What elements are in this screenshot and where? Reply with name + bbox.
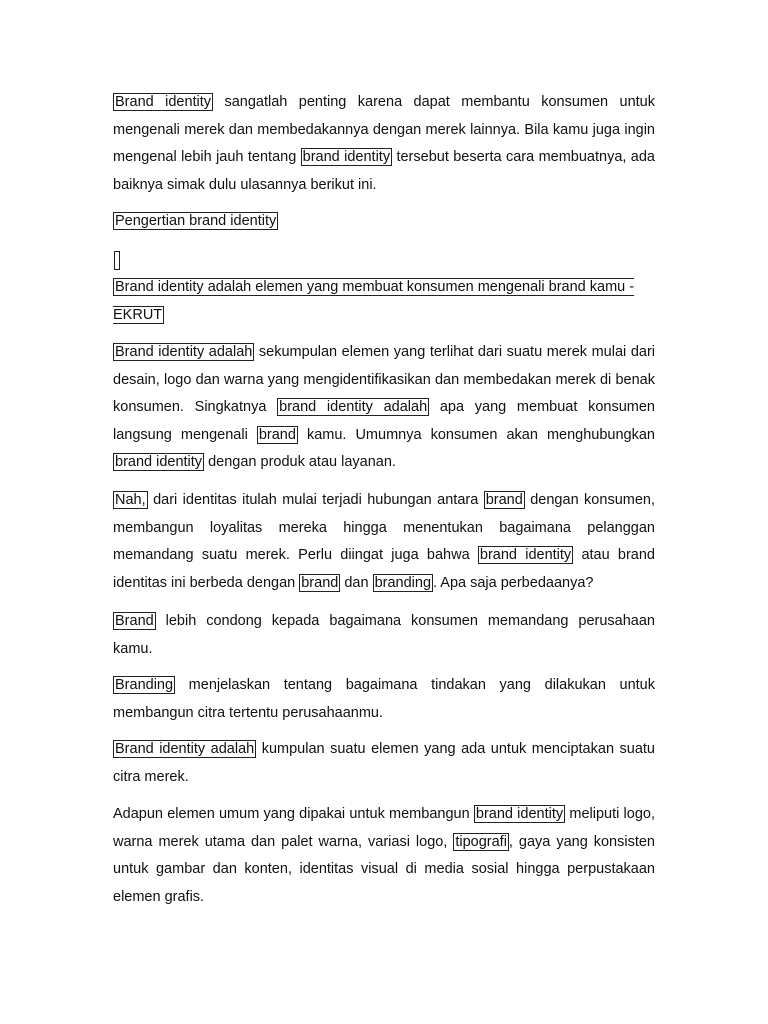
link-tipografi[interactable]: tipografi: [455, 833, 507, 850]
link-brand-identity-adalah[interactable]: Brand identity adalah: [115, 344, 253, 360]
link-brand[interactable]: brand: [485, 492, 523, 508]
branding-paragraph: [113, 672, 655, 727]
paragraph-text: menjelaskan tentang bagaimana tindakan yang dilakukan untuk membangun citra tertentu perusahaanmu.: [113, 677, 655, 721]
link-brand-identity[interactable]: brand identity: [115, 454, 203, 470]
paragraph-text: tersebut beserta cara membuatnya, ada baiknya simak dulu ulasannya berikut ini.: [113, 149, 656, 193]
heading-text: Pengertian brand identity: [115, 213, 277, 229]
link-brand-identity[interactable]: brand identity: [475, 806, 564, 822]
brand-identity-paragraph: [113, 736, 655, 791]
link-branding[interactable]: branding: [374, 574, 432, 591]
paragraph-text: . Apa saja perbedaanya?: [433, 574, 594, 591]
paragraph-text: atau brand identitas ini berbeda dengan: [113, 547, 656, 591]
paragraph-text: dengan konsumen, membangun loyalitas mereka hingga menentukan bagaimana pelanggan memandang suatu merek. Perlu diingat juga bahwa: [113, 492, 655, 563]
link-brand[interactable]: brand: [258, 426, 296, 443]
paragraph-text: dan: [340, 574, 373, 591]
relationship-paragraph: [113, 487, 655, 597]
paragraph-text: kumpulan suatu elemen yang ada untuk menciptakan suatu citra merek.: [113, 741, 655, 785]
definition-paragraph: [113, 339, 655, 477]
intro-paragraph: [113, 89, 655, 199]
link-brand-identity[interactable]: brand identity: [302, 149, 391, 165]
section-heading: [113, 208, 655, 236]
image-caption: [113, 274, 655, 329]
paragraph-text: meliputi logo, warna merek utama dan palet warna, variasi logo,: [113, 806, 655, 850]
image-placeholder-icon: [114, 251, 120, 270]
paragraph-text: apa yang membuat konsumen langsung mengenali: [113, 399, 655, 443]
link-brand[interactable]: brand: [301, 574, 339, 591]
caption-text: Brand identity adalah elemen yang membuat konsumen mengenali brand kamu - EKRUT: [113, 279, 635, 323]
link-brand-identity-adalah[interactable]: Brand identity adalah: [115, 741, 255, 757]
link-branding[interactable]: Branding: [115, 677, 174, 693]
link-brand-identity[interactable]: Brand identity: [115, 94, 212, 110]
link-brand-identity[interactable]: brand identity: [479, 547, 572, 563]
link-brand[interactable]: Brand: [115, 613, 154, 629]
paragraph-text: , gaya yang konsisten untuk gambar dan konten, identitas visual di media sosial hingga perpustakaan elemen grafis.: [113, 833, 655, 905]
brand-paragraph: [113, 608, 655, 663]
link-nah[interactable]: Nah,: [115, 492, 146, 508]
paragraph-text: sekumpulan elemen yang terlihat dari suatu merek mulai dari desain, logo dan warna yang mengidentifikasikan dan membedakan merek di benak konsumen. Singkatnya: [113, 344, 655, 415]
paragraph-text: Adapun elemen umum yang dipakai untuk membangun: [113, 806, 474, 822]
paragraph-text: dari identitas itulah mulai terjadi hubungan antara: [147, 492, 484, 508]
link-brand-identity-adalah[interactable]: brand identity adalah: [279, 399, 428, 415]
paragraph-text: sangatlah penting karena dapat membantu konsumen untuk mengenali merek dan membedakannya dengan merek lainnya. Bila kamu juga ingin mengenal lebih jauh tentang: [113, 94, 655, 165]
paragraph-text: dengan produk atau layanan.: [204, 454, 396, 470]
paragraph-text: lebih condong kepada bagaimana konsumen memandang perusahaan kamu.: [113, 613, 655, 657]
elements-paragraph: [113, 801, 655, 911]
paragraph-text: kamu. Umumnya konsumen akan menghubungkan: [297, 426, 655, 443]
